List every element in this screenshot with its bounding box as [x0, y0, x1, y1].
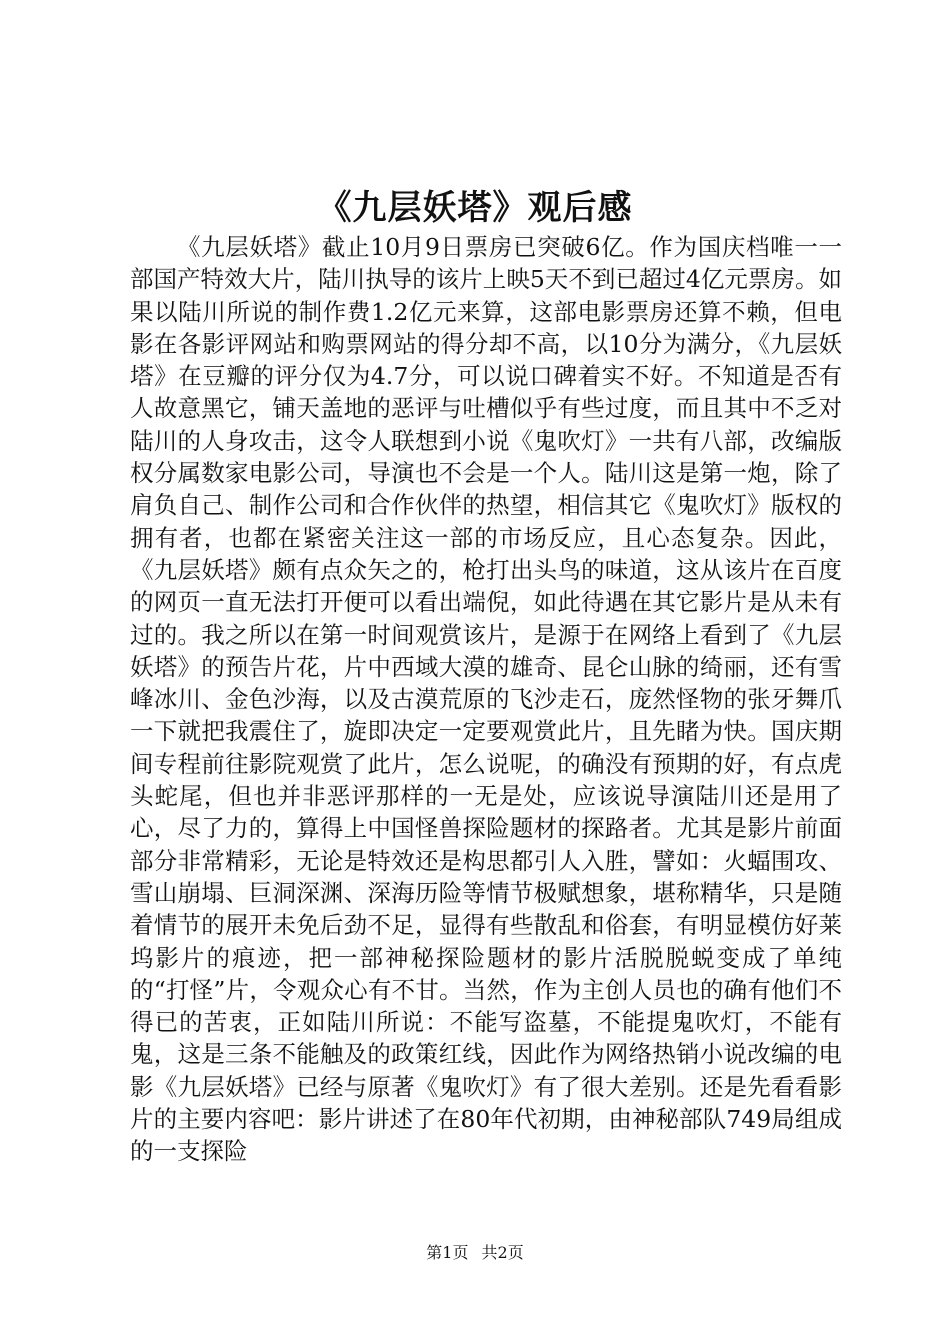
page-footer — [0, 1242, 950, 1264]
page-number: 第1页 — [426, 1243, 469, 1262]
document-body-paragraph: 《九层妖塔》截止10月9日票房已突破6亿。作为国庆档唯一一部国产特效大片，陆川执导的该片上映5天不到已超过4亿元票房。如果以陆川所说的制作费1.2亿元来算，这部电影票房还算不赖，但电影在各影评网站和购票网站的得分却不高，以10分为满分，《九层妖塔》在豆瓣的评分仅为4.7分，可以说口碑着实不好。不知道是否有人故意黑它，铺天盖地的恶评与吐槽似乎有些过度，而且其中不乏对陆川的人身攻击，这令人联想到小说《鬼吹灯》一共有八部，改编版权分属数家电影公司，导演也不会是一个人。陆川这是第一炮，除了肩负自己、制作公司和合作伙伴的热望，相信其它《鬼吹灯》版权的拥有者，也都在紧密关注这一部的市场反应，且心态复杂。因此，《九层妖塔》颇有点众矢之的，枪打出头鸟的味道，这从该片在百度的网页一直无法打开便可以看出端倪，如此待遇在其它影片是从未有过的。我之所以在第一时间观赏该片，是源于在网络上看到了《九层妖塔》的预告片花，片中西域大漠的雄奇、昆仑山脉的绮丽，还有雪峰冰川、金色沙海，以及古漠荒原的飞沙走石，庞然怪物的张牙舞爪一下就把我震住了，旋即决定一定要观赏此片，且先睹为快。国庆期间专程前往影院观赏了此片，怎么说呢，的确没有预期的好，有点虎头蛇尾，但也并非恶评那样的一无是处，应该说导演陆川还是用了心，尽了力的，算得上中国怪兽探险题材的探路者。尤其是影片前面部分非常精彩，无论是特效还是构思都引人入胜，譬如：火蝠围攻、雪山崩塌、巨洞深渊、深海历险等情节极赋想象，堪称精华，只是随着情节的展开未免后劲不足，显得有些散乱和俗套，有明显模仿好莱坞影片的痕迹，把一部神秘探险题材的影片活脱脱蜕变成了单纯的“打怪”片，令观众心有不甘。当然，作为主创人员也的确有他们不得已的苦衷，正如陆川所说：不能写盗墓，不能提鬼吹灯，不能有鬼，这是三条不能触及的政策红线，因此作为网络热销小说改编的电影《九层妖塔》已经与原著《鬼吹灯》有了很大差别。还是先看看影片的主要内容吧：影片讲述了在80年代初期，由神秘部队749局组成的一支探险 — [130, 233, 842, 1166]
page-total: 共2页 — [481, 1243, 524, 1262]
document-title: 《九层妖塔》观后感 — [317, 188, 633, 228]
